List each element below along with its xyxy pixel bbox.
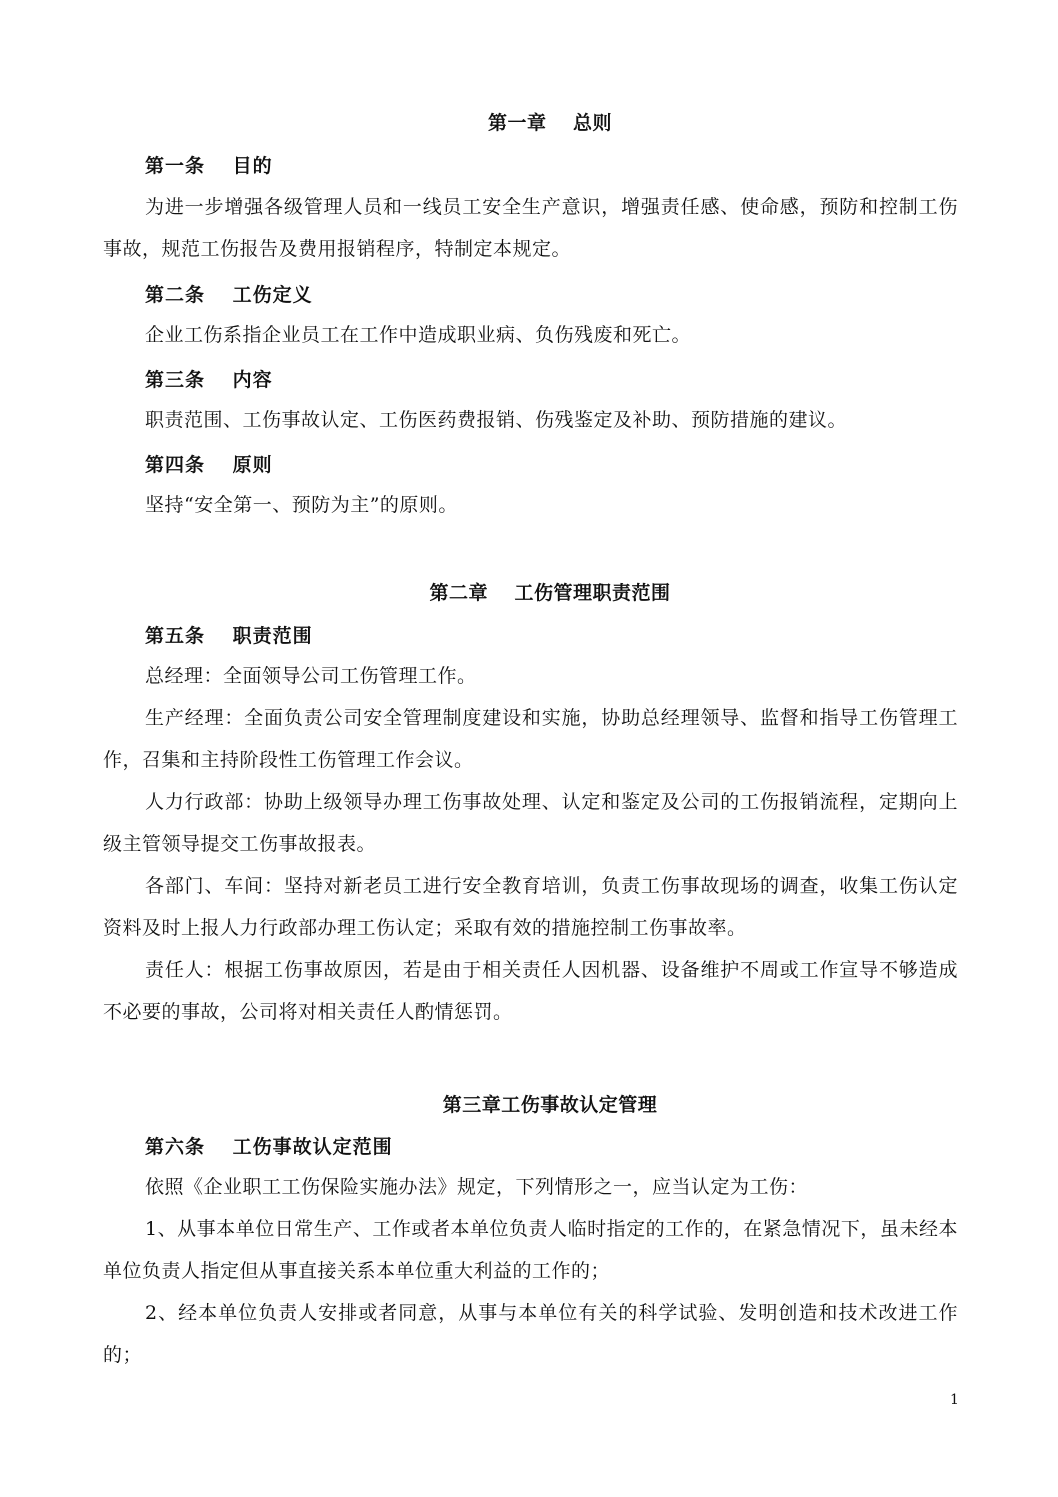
article-3-heading: 第三条 内容	[145, 369, 273, 391]
article-6-heading: 第六条 工伤事故认定范围	[145, 1136, 393, 1158]
chapter-2-heading: 第二章 工伤管理职责范围	[429, 582, 671, 604]
article-2-paragraph: 企业工伤系指企业员工在工作中造成职业病、负伤残废和死亡。	[145, 324, 692, 346]
article-6-item-1: 1、从事本单位日常生产、工作或者本单位负责人临时指定的工作的，在紧急情况下，虽未经本单位负责人指定但从事直接关系本单位重大利益的工作的；	[103, 1218, 958, 1282]
duty-hr-admin: 人力行政部：协助上级领导办理工伤事故处理、认定和鉴定及公司的工伤报销流程，定期向上级主管领导提交工伤事故报表。	[103, 791, 958, 855]
article-4-paragraph: 坚持“安全第一、预防为主”的原则。	[145, 494, 458, 516]
duty-production-manager: 生产经理：全面负责公司安全管理制度建设和实施，协助总经理领导、监督和指导工伤管理工作，召集和主持阶段性工伤管理工作会议。	[103, 707, 958, 771]
article-3-paragraph: 职责范围、工伤事故认定、工伤医药费报销、伤残鉴定及补助、预防措施的建议。	[145, 409, 848, 431]
article-5-heading: 第五条 职责范围	[145, 625, 313, 647]
article-1-heading: 第一条 目的	[145, 155, 273, 177]
article-1-paragraph: 为进一步增强各级管理人员和一线员工安全生产意识，增强责任感、使命感，预防和控制工伤事故，规范工伤报告及费用报销程序，特制定本规定。	[103, 196, 958, 260]
article-4-heading: 第四条 原则	[145, 454, 273, 476]
article-6-item-2: 2、经本单位负责人安排或者同意，从事与本单位有关的科学试验、发明创造和技术改进工作的；	[103, 1302, 958, 1366]
duty-departments: 各部门、车间：坚持对新老员工进行安全教育培训，负责工伤事故现场的调查，收集工伤认定资料及时上报人力行政部办理工伤认定；采取有效的措施控制工伤事故率。	[103, 875, 958, 939]
chapter-1-heading: 第一章 总则	[487, 112, 613, 134]
duty-general-manager: 总经理：全面领导公司工伤管理工作。	[145, 665, 477, 687]
page-number: 1	[950, 1392, 959, 1408]
article-2-heading: 第二条 工伤定义	[145, 284, 313, 306]
chapter-3-heading: 第三章工伤事故认定管理	[442, 1094, 658, 1116]
duty-responsible-person: 责任人：根据工伤事故原因，若是由于相关责任人因机器、设备维护不周或工作宣导不够造成不必要的事故，公司将对相关责任人酌情惩罚。	[103, 959, 958, 1023]
article-6-intro: 依照《企业职工工伤保险实施办法》规定，下列情形之一，应当认定为工伤：	[145, 1176, 809, 1198]
